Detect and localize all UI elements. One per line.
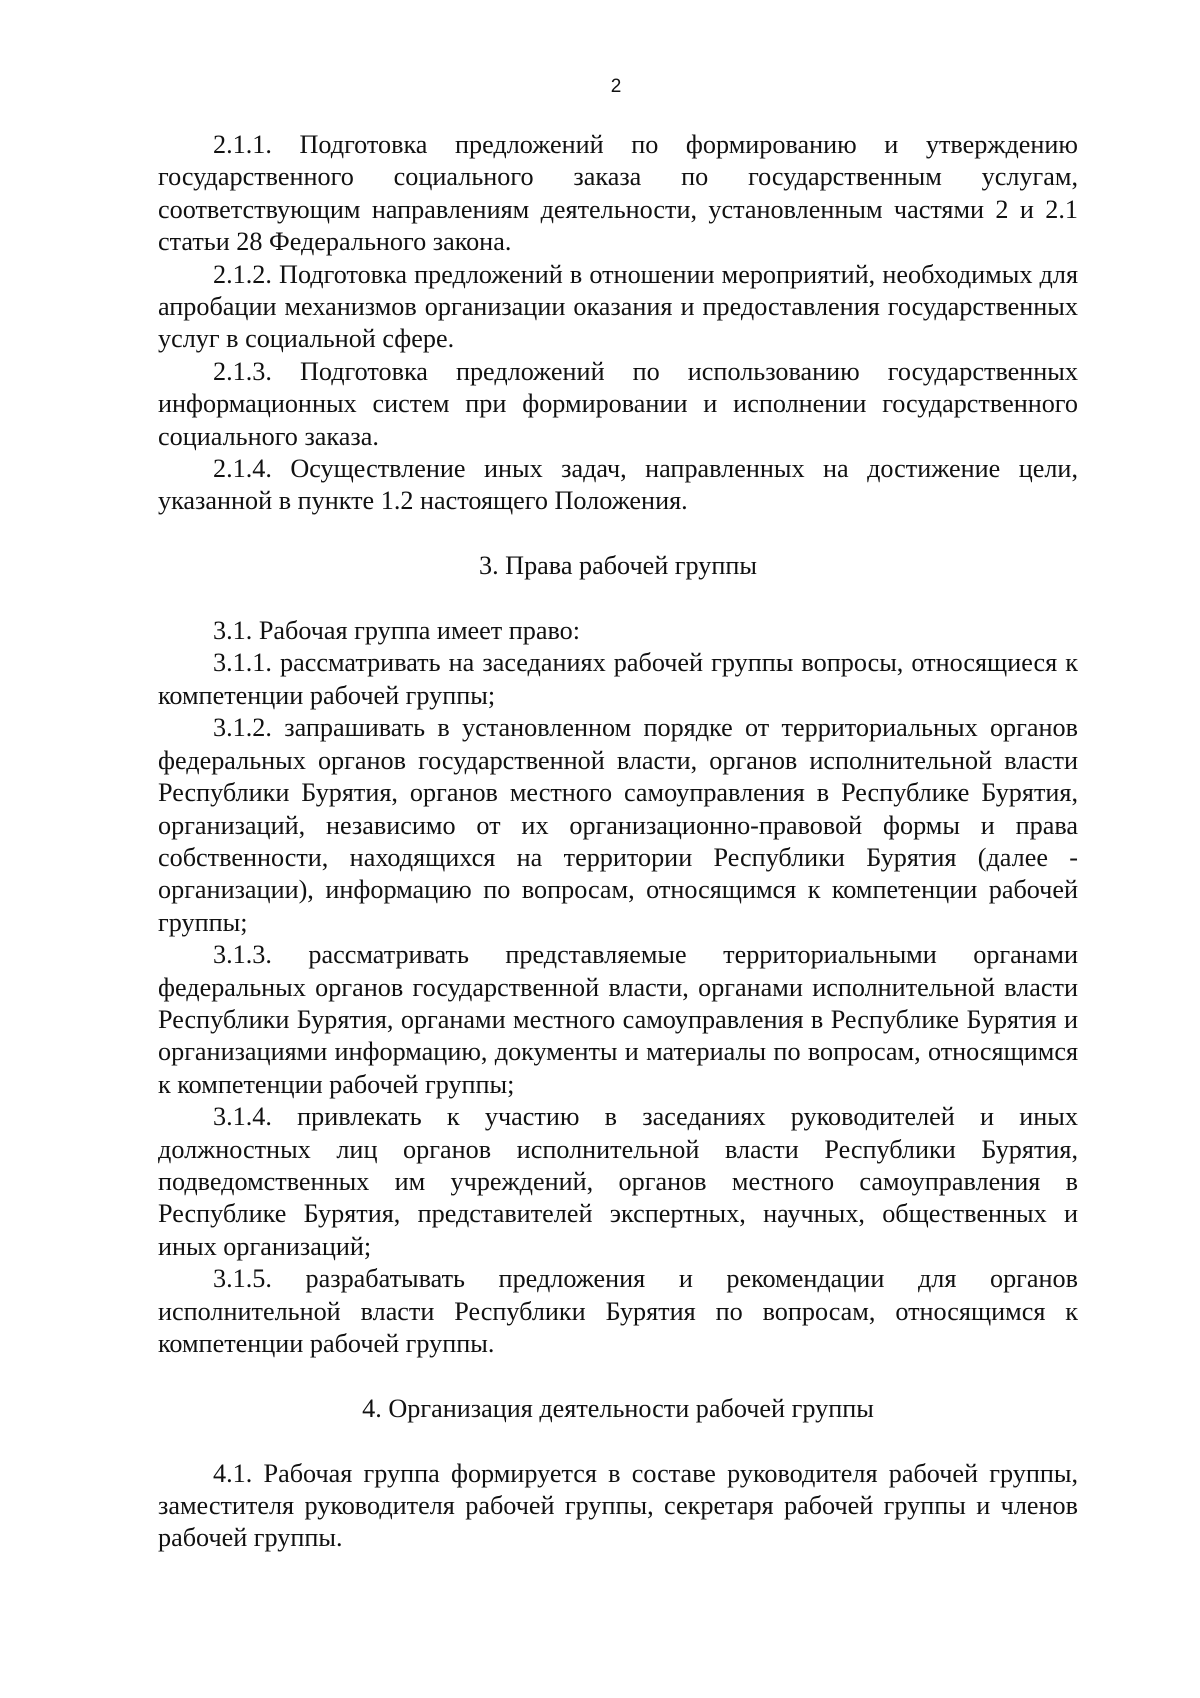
paragraph-3-1-2: 3.1.2. запрашивать в установленном порядке от территориальных органов федеральных органов государственной власти, органов исполнительной власти Республики Бурятия, органов местного самоуправления в Республике Бурятия, организаций, независимо от их организационно-правовой формы и права собственности, находящихся на территории Республики Бурятия (далее - организации), информацию по вопросам, относящимся к компетенции рабочей группы;	[158, 713, 1078, 937]
paragraph-2-1-1: 2.1.1. Подготовка предложений по формированию и утверждению государственного социального заказа по государственным услугам, соответствующим направлениям деятельности, установленным частями 2 и 2.1 статьи 28 Федерального закона.	[158, 130, 1078, 257]
paragraph-4-1: 4.1. Рабочая группа формируется в составе руководителя рабочей группы, заместителя руководителя рабочей группы, секретаря рабочей группы и членов рабочей группы.	[158, 1458, 1078, 1553]
section-4-heading: 4. Организация деятельности рабочей группы	[362, 1393, 874, 1423]
paragraph-2-1-3: 2.1.3. Подготовка предложений по использованию государственных информационных систем при формировании и исполнении государственного социального заказа.	[158, 356, 1078, 451]
paragraph-3-1-5: 3.1.5. разрабатывать предложения и рекомендации для органов исполнительной власти Республики Бурятия по вопросам, относящимся к компетенции рабочей группы.	[158, 1264, 1078, 1358]
paragraph-2-1-4: 2.1.4. Осуществление иных задач, направленных на достижение цели, указанной в пункте 1.2 настоящего Положения.	[158, 454, 1078, 516]
paragraph-3-1-4: 3.1.4. привлекать к участию в заседаниях руководителей и иных должностных лиц органов исполнительной власти Республики Бурятия, подведомственных им учреждений, органов местного самоуправления в Республике Бурятия, представителей экспертных, научных, общественных и иных организаций;	[158, 1102, 1078, 1261]
paragraph-2-1-2: 2.1.2. Подготовка предложений в отношении мероприятий, необходимых для апробации механизмов организации оказания и предоставления государственных услуг в социальной сфере.	[158, 259, 1078, 354]
section-3-heading: 3. Права рабочей группы	[478, 551, 758, 581]
page-number: 2	[610, 76, 622, 97]
paragraph-3-1-3: 3.1.3. рассматривать представляемые территориальными органами федеральных органов государственной власти, органами исполнительной власти Республики Бурятия, органами местного самоуправления в Республике Бурятия и организациями информацию, документы и материалы по вопросам, относящимся к компетенции рабочей группы;	[158, 940, 1078, 1099]
paragraph-3-1-1: 3.1.1. рассматривать на заседаниях рабочей группы вопросы, относящиеся к компетенции рабочей группы;	[158, 648, 1078, 710]
paragraph-3-1: 3.1. Рабочая группа имеет право:	[213, 616, 581, 646]
document-body	[158, 129, 1078, 1555]
